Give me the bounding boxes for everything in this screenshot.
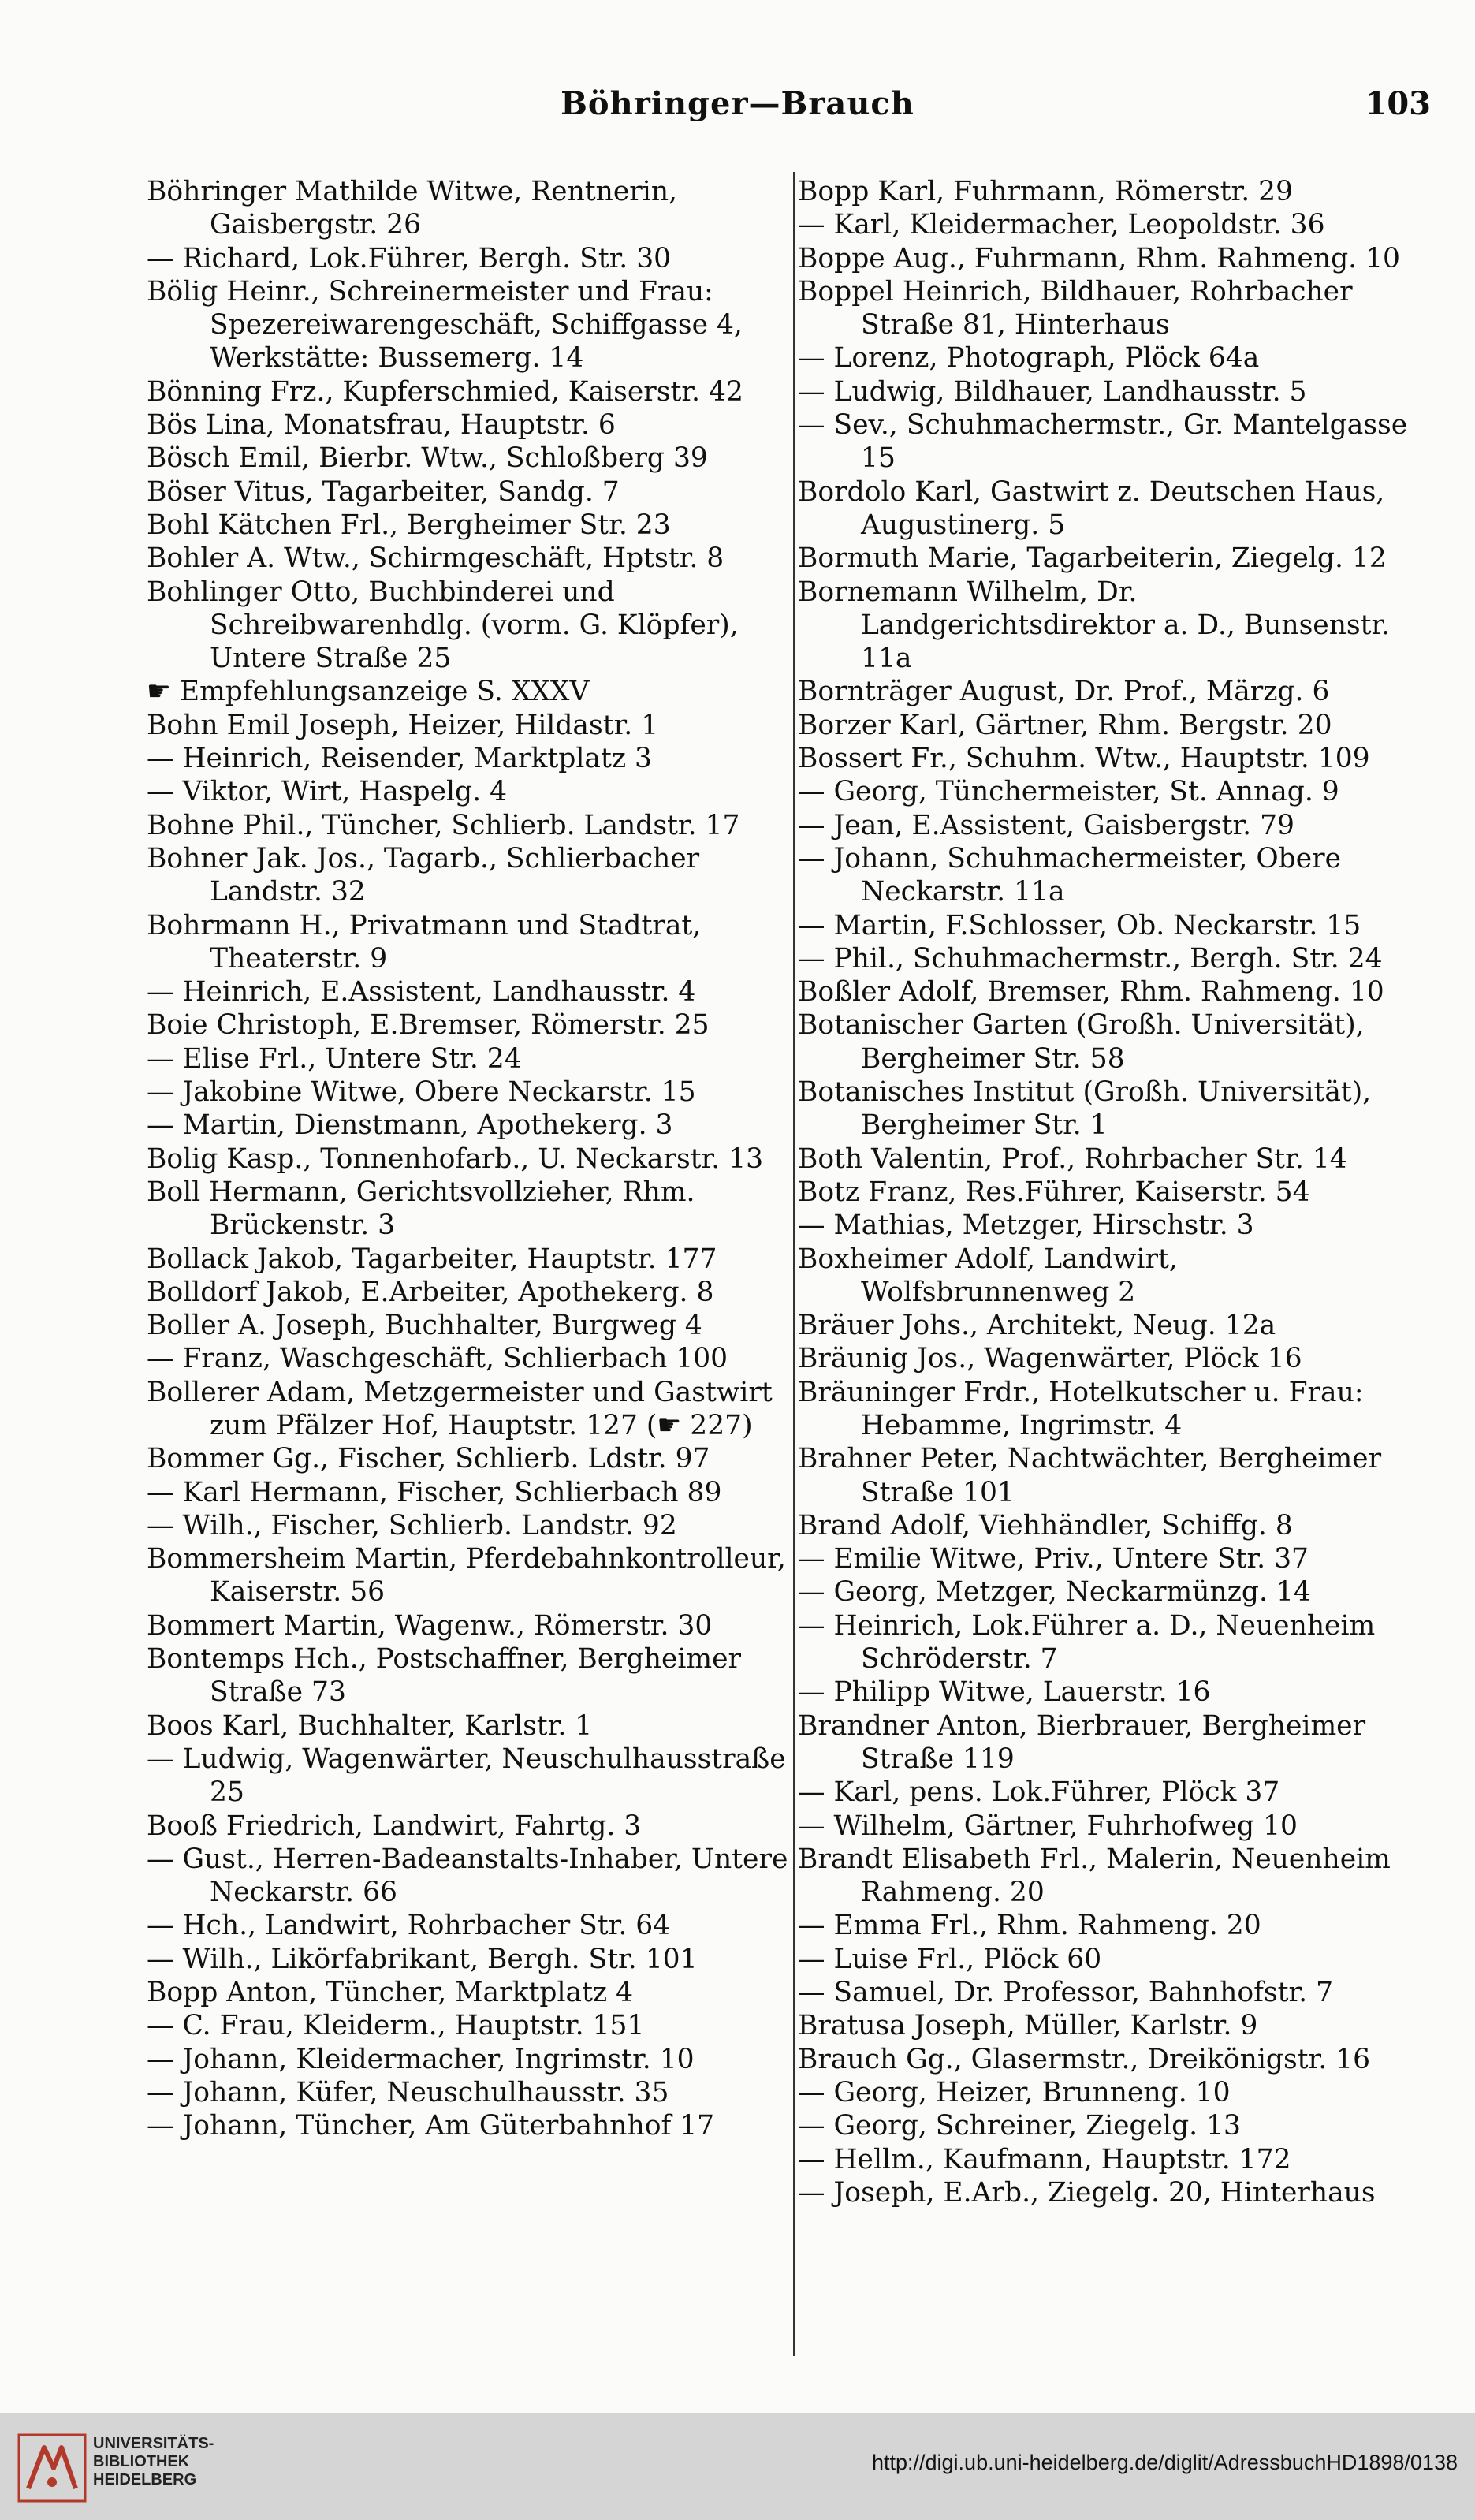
library-name-line: HEIDELBERG [93,2471,197,2488]
directory-entry: Borzer Karl, Gärtner, Rhm. Bergstr. 20 [798,709,1332,741]
directory-entry: — Johann, Tüncher, Am Güterbahnhof 17 [147,2110,715,2142]
directory-entry: Bornträger August, Dr. Prof., Märzg. 6 [798,676,1330,708]
directory-entry: — Johann, Schuhmachermeister, Obere Neckarstr. 11a [798,842,1342,908]
directory-entry: — Mathias, Metzger, Hirschstr. 3 [798,1210,1254,1242]
directory-entry: — Heinrich, Lok.Führer a. D., Neuenheim Schröderstr. 7 [798,1609,1376,1676]
directory-entry: Bommersheim Martin, Pferdebahnkontrolleur, Kaiserstr. 56 [147,1543,786,1609]
directory-entry: — Philipp Witwe, Lauerstr. 16 [798,1676,1211,1709]
directory-entry: — Ludwig, Bildhauer, Landhausstr. 5 [798,375,1307,408]
directory-entry: — Karl, Kleidermacher, Leopoldstr. 36 [798,209,1325,241]
directory-entry: Bormuth Marie, Tagarbeiterin, Ziegelg. 12 [798,542,1387,575]
directory-entry: — Viktor, Wirt, Haspelg. 4 [147,776,508,808]
source-url-link[interactable]: http://digi.ub.uni-heidelberg.de/diglit/AdressbuchHD1898/0138 [871,2451,1458,2474]
directory-entry: Bopp Karl, Fuhrmann, Römerstr. 29 [798,176,1294,207]
page-number: 103 [1365,85,1431,122]
directory-entry: — Emilie Witwe, Priv., Untere Str. 37 [798,1543,1309,1575]
directory-entry: Bräuer Johs., Architekt, Neug. 12a [798,1310,1276,1342]
directory-entry: — Wilh., Likörfabrikant, Bergh. Str. 101 [147,1943,698,1975]
directory-entry: Brandner Anton, Bierbrauer, Bergheimer Straße 119 [798,1709,1366,1775]
directory-entry: — Lorenz, Photograph, Plöck 64a [798,342,1260,375]
directory-entry: Brauch Gg., Glasermstr., Dreikönigstr. 16 [798,2043,1371,2075]
directory-entry: Bolldorf Jakob, E.Arbeiter, Apothekerg. 8 [147,1276,714,1308]
directory-entry: Boßler Adolf, Bremser, Rhm. Rahmeng. 10 [798,976,1384,1008]
directory-entry: — Wilhelm, Gärtner, Fuhrhofweg 10 [798,1810,1298,1842]
directory-entry: Brand Adolf, Viehhändler, Schiffg. 8 [798,1509,1293,1541]
directory-entry: Boller A. Joseph, Buchhalter, Burgweg 4 [147,1310,702,1342]
directory-entry: Bohn Emil Joseph, Heizer, Hildastr. 1 [147,709,659,741]
directory-entry: — Hellm., Kaufmann, Hauptstr. 172 [798,2143,1291,2175]
directory-entry: — Sev., Schuhmachermstr., Gr. Mantelgasse 15 [798,409,1408,475]
directory-entry: — Martin, F.Schlosser, Ob. Neckarstr. 15 [798,909,1361,941]
directory-entry: Bolig Kasp., Tonnenhofarb., U. Neckarstr. 13 [147,1143,764,1175]
directory-entry: Botanischer Garten (Großh. Universität), Bergheimer Str. 58 [798,1009,1365,1075]
directory-entry: Bohner Jak. Jos., Tagarb., Schlierbacher Landstr. 32 [147,842,700,908]
directory-entry: — Martin, Dienstmann, Apothekerg. 3 [147,1109,673,1142]
page-title: Böhringer—Brauch [561,85,914,122]
library-name-line: BIBLIOTHEK [93,2453,190,2470]
library-name-line: UNIVERSITÄTS- [93,2435,214,2452]
library-seal-icon [17,2433,87,2503]
directory-entry: — Georg, Heizer, Brunneng. 10 [798,2076,1231,2108]
directory-entry: — Franz, Waschgeschäft, Schlierbach 100 [147,1343,728,1375]
directory-entry: ☛ Empfehlungsanzeige S. XXXV [147,676,590,708]
directory-entry: — Johann, Küfer, Neuschulhausstr. 35 [147,2076,669,2108]
directory-entry: Böhringer Mathilde Witwe, Rentnerin, Gaisbergstr. 26 [147,176,678,241]
directory-entry: Bräunig Jos., Wagenwärter, Plöck 16 [798,1343,1302,1375]
directory-entry: Bopp Anton, Tüncher, Marktplatz 4 [147,1977,634,2009]
directory-entry: Bontemps Hch., Postschaffner, Bergheimer Straße 73 [147,1643,742,1709]
directory-entry: Bordolo Karl, Gastwirt z. Deutschen Haus, Augustinerg. 5 [798,475,1385,541]
directory-entry: Bohl Kätchen Frl., Bergheimer Str. 23 [147,509,671,541]
directory-entry: Bös Lina, Monatsfrau, Hauptstr. 6 [147,409,616,442]
right-column [798,175,1428,2351]
directory-entry: — Karl, pens. Lok.Führer, Plöck 37 [798,1776,1280,1809]
directory-entry: Boll Hermann, Gerichtsvollzieher, Rhm. Brückenstr. 3 [147,1176,695,1242]
column-divider [793,172,795,2356]
directory-entry: — Elise Frl., Untere Str. 24 [147,1042,522,1075]
directory-entry: — Luise Frl., Plöck 60 [798,1943,1102,1975]
directory-entry: Böser Vitus, Tagarbeiter, Sandg. 7 [147,475,620,508]
directory-entry: Bommer Gg., Fischer, Schlierb. Ldstr. 97 [147,1443,710,1475]
directory-entry: — Heinrich, Reisender, Marktplatz 3 [147,743,652,775]
directory-entry: — Wilh., Fischer, Schlierb. Landstr. 92 [147,1509,677,1541]
directory-entry: Boie Christoph, E.Bremser, Römerstr. 25 [147,1009,710,1042]
directory-entry: — Jean, E.Assistent, Gaisbergstr. 79 [798,809,1294,841]
footer-bar [0,2413,1475,2520]
directory-entry: — Phil., Schuhmachermstr., Bergh. Str. 24 [798,942,1383,975]
directory-entry: — Georg, Metzger, Neckarmünzg. 14 [798,1576,1311,1609]
directory-entry: — Joseph, E.Arb., Ziegelg. 20, Hinterhaus [798,2176,1376,2209]
directory-entry: Bösch Emil, Bierbr. Wtw., Schloßberg 39 [147,442,708,475]
directory-entry: — Richard, Lok.Führer, Bergh. Str. 30 [147,242,672,274]
directory-entry: Bohlinger Otto, Buchbinderei und Schreibwarenhdlg. (vorm. G. Klöpfer), Untere Straße 25 [147,576,739,675]
directory-entry: Booß Friedrich, Landwirt, Fahrtg. 3 [147,1810,642,1842]
directory-entry: Bohler A. Wtw., Schirmgeschäft, Hptstr. 8 [147,542,724,575]
directory-entry: Bratusa Joseph, Müller, Karlstr. 9 [798,2010,1258,2042]
directory-entry: — Hch., Landwirt, Rohrbacher Str. 64 [147,1910,671,1942]
directory-entry: — C. Frau, Kleiderm., Hauptstr. 151 [147,2010,645,2042]
left-column [147,175,789,2351]
directory-entry: Bornemann Wilhelm, Dr. Landgerichtsdirektor a. D., Bunsenstr. 11a [798,576,1391,675]
directory-entry: — Ludwig, Wagenwärter, Neuschulhausstraße 25 [147,1743,786,1809]
page-header [0,85,1475,129]
directory-entry: Bossert Fr., Schuhm. Wtw., Hauptstr. 109 [798,743,1370,775]
directory-entry: — Samuel, Dr. Professor, Bahnhofstr. 7 [798,1977,1334,2009]
directory-entry: Brandt Elisabeth Frl., Malerin, Neuenheim Rahmeng. 20 [798,1843,1391,1909]
directory-entry: Botz Franz, Res.Führer, Kaiserstr. 54 [798,1176,1310,1208]
library-name [93,2435,214,2489]
directory-entry: Boppel Heinrich, Bildhauer, Rohrbacher Straße 81, Hinterhaus [798,275,1353,341]
directory-entry: Boppe Aug., Fuhrmann, Rhm. Rahmeng. 10 [798,242,1400,274]
directory-entry: Bohne Phil., Tüncher, Schlierb. Landstr. 17 [147,809,740,841]
directory-entry: — Georg, Tünchermeister, St. Annag. 9 [798,776,1339,808]
directory-entry: — Georg, Schreiner, Ziegelg. 13 [798,2110,1241,2142]
directory-entry: Bräuninger Frdr., Hotelkutscher u. Frau: Hebamme, Ingrimstr. 4 [798,1376,1364,1441]
directory-entry: Brahner Peter, Nachtwächter, Bergheimer Straße 101 [798,1443,1382,1508]
directory-entry: Bommert Martin, Wagenw., Römerstr. 30 [147,1609,713,1642]
directory-entry: Boos Karl, Buchhalter, Karlstr. 1 [147,1709,593,1742]
directory-entry: — Emma Frl., Rhm. Rahmeng. 20 [798,1910,1261,1942]
directory-entry: — Heinrich, E.Assistent, Landhausstr. 4 [147,976,696,1008]
directory-entry: Boxheimer Adolf, Landwirt, Wolfsbrunnenweg 2 [798,1243,1178,1308]
directory-entry: Bönning Frz., Kupferschmied, Kaiserstr. 42 [147,375,743,408]
directory-entry: — Karl Hermann, Fischer, Schlierbach 89 [147,1476,722,1508]
directory-entry: Bohrmann H., Privatmann und Stadtrat, Theaterstr. 9 [147,909,702,975]
directory-entry: — Gust., Herren-Badeanstalts-Inhaber, Untere Neckarstr. 66 [147,1843,788,1909]
directory-entry: Bollack Jakob, Tagarbeiter, Hauptstr. 177 [147,1243,717,1275]
directory-entry: Bollerer Adam, Metzgermeister und Gastwirt zum Pfälzer Hof, Hauptstr. 127 (☛ 227) [147,1376,773,1441]
directory-entry: Both Valentin, Prof., Rohrbacher Str. 14 [798,1143,1347,1175]
directory-entry: — Jakobine Witwe, Obere Neckarstr. 15 [147,1076,696,1109]
directory-entry: — Johann, Kleidermacher, Ingrimstr. 10 [147,2043,695,2075]
directory-entry: Bölig Heinr., Schreinermeister und Frau: Spezereiwarengeschäft, Schiffgasse 4, Werkstätte: Bussemerg. 14 [147,275,743,375]
directory-entry: Botanisches Institut (Großh. Universität), Bergheimer Str. 1 [798,1076,1372,1142]
